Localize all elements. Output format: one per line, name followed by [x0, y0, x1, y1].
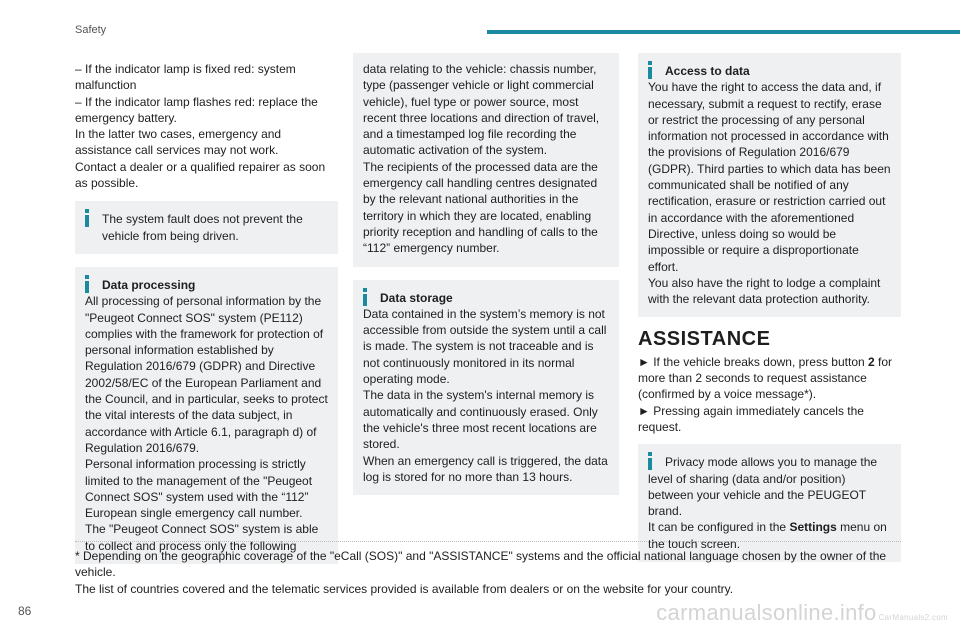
- note-text: Personal information processing is strictly limited to the management of the "Peugeot Connect SOS" system used with the “112” European single emergency call number.: [85, 457, 313, 521]
- assistance-step: ► If the vehicle breaks down, press button 2 for more than 2 seconds to request assistance (confirmed by a voice message*).: [638, 354, 893, 402]
- note-text: The data in the system's internal memory is automatically and continuously erased. Only the vehicle's three most recent locations are stored.: [363, 388, 598, 452]
- note-text: You also have the right to lodge a complaint with the relevant data protection authority.: [648, 275, 881, 307]
- header-accent-bar: [487, 30, 960, 34]
- note-text: Privacy mode allows you to manage the level of sharing (data and/or position) between your vehicle and the PEUGEOT brand.: [648, 455, 878, 519]
- note-access-data: [638, 53, 901, 317]
- note-continued: [353, 53, 619, 267]
- info-icon: [85, 275, 89, 293]
- paragraph: – If the indicator lamp is fixed red: system malfunction: [75, 62, 296, 93]
- paragraph: Contact a dealer or a qualified repairer as soon as possible.: [75, 159, 326, 191]
- page-number: 86: [18, 604, 32, 618]
- note-text: The system fault does not prevent the vehicle from being driven.: [102, 212, 303, 243]
- note-text: The "Peugeot Connect SOS" system is able to collect and process only the following: [85, 522, 319, 553]
- footnote-text: * Depending on the geographic coverage of the "eCall (SOS)" and "ASSISTANCE" systems and the official national language chosen by the owner of the vehicle.: [75, 549, 887, 580]
- column-3: [638, 53, 901, 562]
- note-title: Data storage: [380, 290, 453, 305]
- footnote-text: The list of countries covered and the telematic services provided is available from dealers or on the website for your country.: [75, 581, 734, 596]
- paragraph: In the latter two cases, emergency and assistance call services may not work.: [75, 127, 282, 158]
- info-icon: [648, 61, 652, 79]
- note-text: You have the right to access the data and, if necessary, submit a request to rectify, erase or restrict the processing of any personal information not processed in accordance with the provisions of Regulation 2016/679 (GDPR). Third parties to which data has been communicated shall be notified of any rectification, erasure or restriction carried out in accordance with the aforementioned Directive, unless doing so would be impossible or require a disproportionate effort.: [648, 80, 891, 274]
- footnote: [75, 548, 901, 597]
- note-text: The recipients of the processed data are the emergency call handling centres designated by the relevant national authorities in the territory in which they are located, enabling priority reception and handling of calls to the “112” emergency number.: [363, 159, 598, 256]
- note-text: data relating to the vehicle: chassis number, type (passenger vehicle or light commercial vehicle), fuel type or power source, most recent three locations and direction of travel, and a timestamped log file recording the automatic activation of the system.: [363, 62, 600, 158]
- assistance-step: ► Pressing again immediately cancels the request.: [638, 403, 864, 434]
- info-icon: [648, 452, 652, 470]
- note-text: Data contained in the system’s memory is not accessible from outside the system until a call is made. The system is not traceable and is not continuously monitored in its normal operating mode.: [363, 306, 607, 387]
- assistance-heading: ASSISTANCE: [638, 328, 771, 351]
- section-title: Safety: [75, 24, 107, 36]
- note-data-processing: [75, 267, 338, 564]
- note-text: All processing of personal information by the "Peugeot Connect SOS" system (PE112) complies with the framework for protection of personal information established by Regulation 2016/679 (GDPR) and Directive 2002/58/EC of the European Parliament and the Council, and in particular, seeks to protect the vital interests of the data subject, in accordance with Article 6.1, paragraph d) of Regulation 2016/679.: [85, 294, 328, 455]
- note-data-storage: [353, 280, 619, 496]
- paragraph: – If the indicator lamp flashes red: replace the emergency battery.: [75, 94, 318, 125]
- footnote-divider: [75, 541, 901, 542]
- column-2: [353, 53, 619, 495]
- info-icon: [363, 288, 367, 306]
- note-fault: [75, 201, 338, 254]
- note-privacy: [638, 444, 901, 562]
- note-title: Data processing: [102, 277, 196, 292]
- watermark: carmanualsonline.info CarManuals2.com: [656, 600, 948, 625]
- note-title: Access to data: [665, 64, 750, 78]
- info-icon: [85, 209, 89, 227]
- column-1: [75, 61, 338, 564]
- note-text: When an emergency call is triggered, the data log is stored for no more than 13 hours.: [363, 453, 608, 484]
- note-text: It can be configured in the Settings menu on the touch screen.: [648, 520, 887, 551]
